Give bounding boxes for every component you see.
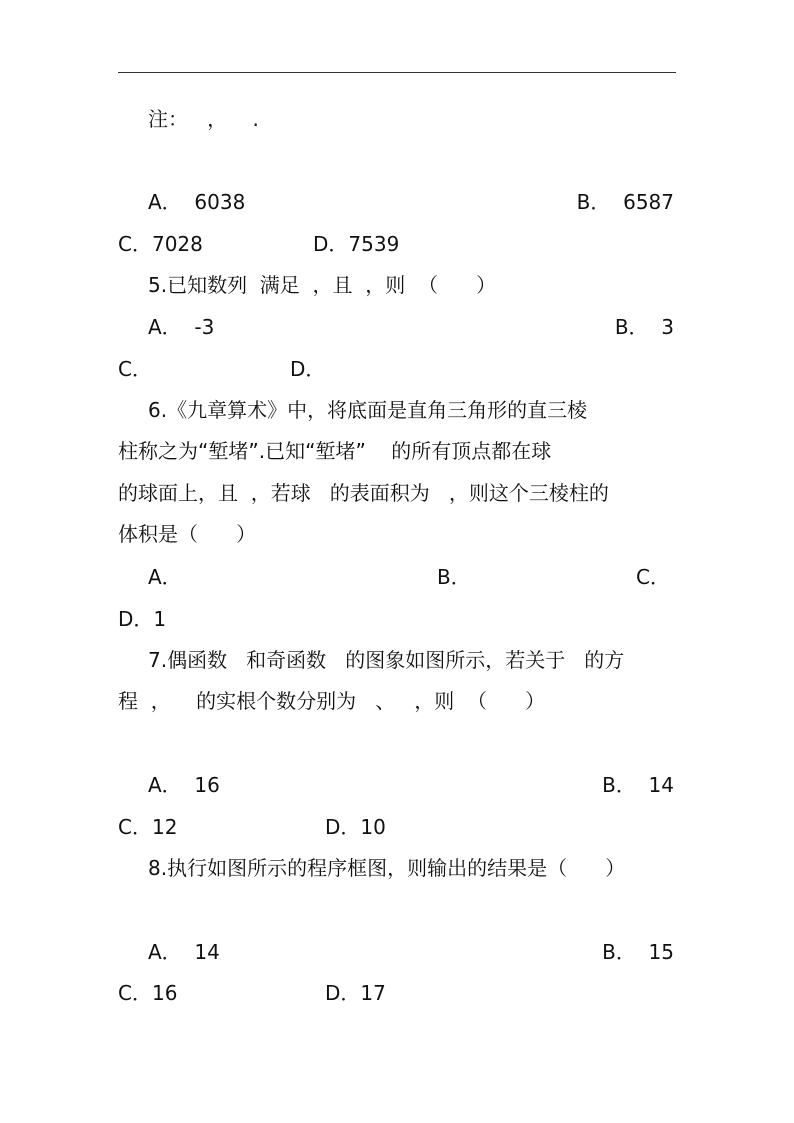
q4-option-c: C．7028	[118, 232, 203, 256]
q4-option-d: D．7539	[313, 232, 400, 256]
q5-option-b: B． 3	[614, 315, 674, 339]
q7-option-c: C．12	[118, 815, 178, 839]
q5-option-c: C．	[118, 357, 152, 381]
q5-stem: 5.已知数列 满足 ，且 ，则 （ ）	[148, 273, 497, 297]
q8-option-d: D．17	[325, 981, 386, 1005]
note-line: 注： ， .	[148, 107, 259, 131]
q6-option-c: C．	[636, 565, 670, 589]
q8-stem: 8.执行如图所示的程序框图，则输出的结果是（ ）	[148, 856, 626, 880]
q7-stem-line-2: 程 ， 的实根个数分别为 、 ，则 （ ）	[118, 689, 546, 713]
q5-option-a: A． -3	[148, 315, 215, 339]
header-rule	[118, 72, 676, 73]
q6-option-b: B．	[437, 565, 471, 589]
q6-stem-line-2: 柱称之为“堑堵”.已知“堑堵” 的所有顶点都在球	[118, 439, 552, 463]
q7-stem-line-1: 7.偶函数 和奇函数 的图象如图所示，若关于 的方	[148, 648, 625, 672]
q6-option-a: A．	[148, 565, 182, 589]
q4-option-b: B． 6587	[576, 190, 674, 214]
q8-option-b: B． 15	[602, 940, 674, 964]
q6-stem-line-1: 6.《九章算术》中，将底面是直角三角形的直三棱	[148, 398, 588, 422]
q7-option-d: D．10	[325, 815, 386, 839]
q4-option-a: A． 6038	[148, 190, 246, 214]
q6-stem-line-4: 体积是（ ）	[118, 522, 257, 546]
q7-option-a: A． 16	[148, 773, 220, 797]
q5-option-d: D．	[290, 357, 326, 381]
q8-option-a: A． 14	[148, 940, 220, 964]
q7-option-b: B． 14	[602, 773, 674, 797]
q8-option-c: C．16	[118, 981, 178, 1005]
q6-option-d: D．1	[118, 607, 167, 631]
q6-stem-line-3: 的球面上，且 ，若球 的表面积为 ，则这个三棱柱的	[118, 481, 609, 505]
